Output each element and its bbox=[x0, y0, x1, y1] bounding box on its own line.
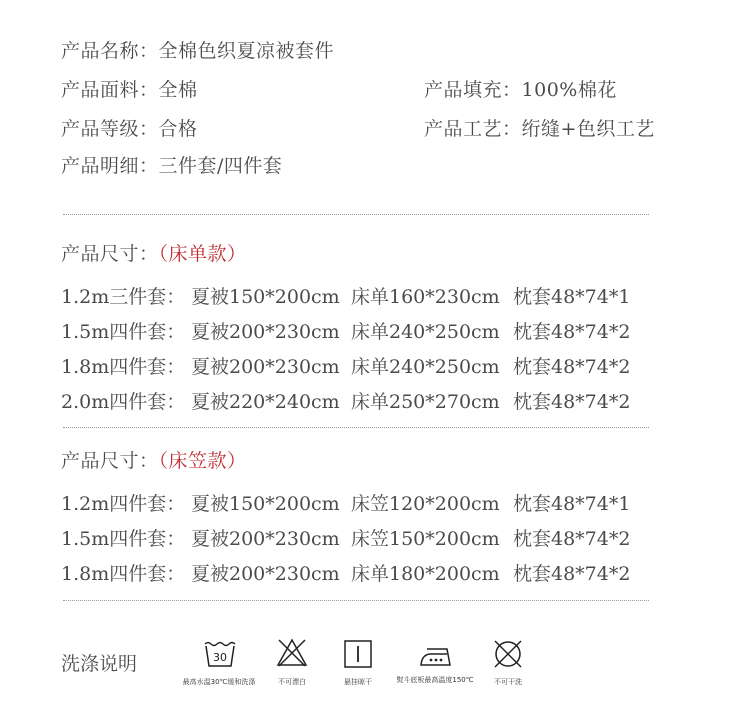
hang-dry-icon bbox=[343, 639, 373, 669]
product-name-label: 产品名称： bbox=[61, 40, 159, 62]
grade-row bbox=[61, 114, 198, 141]
size-quilt: 夏被200*230cm bbox=[191, 528, 340, 550]
size-pillow: 枕套48*74*2 bbox=[513, 356, 631, 378]
craft-row bbox=[424, 114, 655, 141]
detail-row bbox=[61, 151, 282, 178]
size-quilt: 夏被200*230cm bbox=[191, 321, 340, 343]
size-quilt: 夏被150*200cm bbox=[191, 286, 340, 308]
iron-150-icon bbox=[419, 645, 453, 669]
product-name-row bbox=[61, 36, 334, 63]
size-set: 1.5m四件套： bbox=[61, 321, 186, 343]
size-pillow: 枕套48*74*1 bbox=[513, 286, 631, 308]
size-sheet: 床笠120*200cm bbox=[351, 493, 500, 515]
size-fitted-style: （床笠款） bbox=[158, 450, 247, 472]
size-quilt: 夏被200*230cm bbox=[191, 563, 340, 585]
divider-2 bbox=[63, 427, 649, 428]
size-pillow: 枕套48*74*2 bbox=[513, 563, 631, 585]
size-sheet: 床单250*270cm bbox=[351, 391, 500, 413]
detail-value: 三件套/四件套 bbox=[158, 155, 283, 177]
filling-row bbox=[424, 75, 617, 102]
size-sheet: 床单240*250cm bbox=[351, 321, 500, 343]
divider-1 bbox=[63, 214, 649, 215]
fabric-row bbox=[61, 75, 198, 102]
fabric-label: 产品面料： bbox=[61, 79, 159, 101]
size-sheet: 床单240*250cm bbox=[351, 356, 500, 378]
size-set: 1.8m四件套： bbox=[61, 563, 186, 585]
size-flat-style: （床单款） bbox=[158, 243, 247, 265]
detail-label: 产品明细： bbox=[61, 155, 159, 177]
size-sheet: 床单180*200cm bbox=[351, 563, 500, 585]
filling-label: 产品填充： bbox=[424, 79, 522, 101]
product-name-value: 全棉色织夏凉被套件 bbox=[158, 40, 335, 62]
no-dry-clean-caption: 不可干洗 bbox=[494, 678, 522, 686]
grade-value: 合格 bbox=[158, 118, 198, 140]
no-dry-clean-icon bbox=[492, 638, 524, 670]
size-set: 1.2m三件套： bbox=[61, 286, 186, 308]
size-pillow: 枕套48*74*2 bbox=[513, 321, 631, 343]
size-sheet: 床笠150*200cm bbox=[351, 528, 500, 550]
hang-dry-caption: 悬挂晾干 bbox=[344, 678, 372, 686]
iron-150-caption: 熨斗底板最高温度150℃ bbox=[396, 676, 474, 684]
wash-title: 洗涤说明 bbox=[61, 653, 138, 675]
size-quilt: 夏被220*240cm bbox=[191, 391, 340, 413]
size-set: 1.2m四件套： bbox=[61, 493, 186, 515]
size-set: 1.8m四件套： bbox=[61, 356, 186, 378]
no-bleach-icon bbox=[276, 637, 308, 669]
filling-value: 100%棉花 bbox=[521, 79, 617, 101]
size-pillow: 枕套48*74*2 bbox=[513, 391, 631, 413]
no-bleach-caption: 不可漂白 bbox=[278, 678, 306, 686]
fabric-value: 全棉 bbox=[158, 79, 198, 101]
divider-3 bbox=[63, 600, 649, 601]
size-fitted-label: 产品尺寸： bbox=[61, 450, 159, 472]
size-quilt: 夏被200*230cm bbox=[191, 356, 340, 378]
size-pillow: 枕套48*74*2 bbox=[513, 528, 631, 550]
size-flat-label: 产品尺寸： bbox=[61, 243, 159, 265]
wash-30-icon bbox=[203, 640, 237, 668]
craft-label: 产品工艺： bbox=[424, 118, 522, 140]
svg-text:30: 30 bbox=[213, 651, 227, 664]
size-sheet: 床单160*230cm bbox=[351, 286, 500, 308]
size-set: 1.5m四件套： bbox=[61, 528, 186, 550]
size-flat-heading bbox=[61, 239, 247, 266]
grade-label: 产品等级： bbox=[61, 118, 159, 140]
size-fitted-heading bbox=[61, 446, 247, 473]
wash-30-caption: 最高水温30℃缓和洗涤 bbox=[182, 678, 256, 686]
size-set: 2.0m四件套： bbox=[61, 391, 186, 413]
craft-value: 绗缝+色织工艺 bbox=[521, 118, 655, 140]
size-quilt: 夏被150*200cm bbox=[191, 493, 340, 515]
size-pillow: 枕套48*74*1 bbox=[513, 493, 631, 515]
